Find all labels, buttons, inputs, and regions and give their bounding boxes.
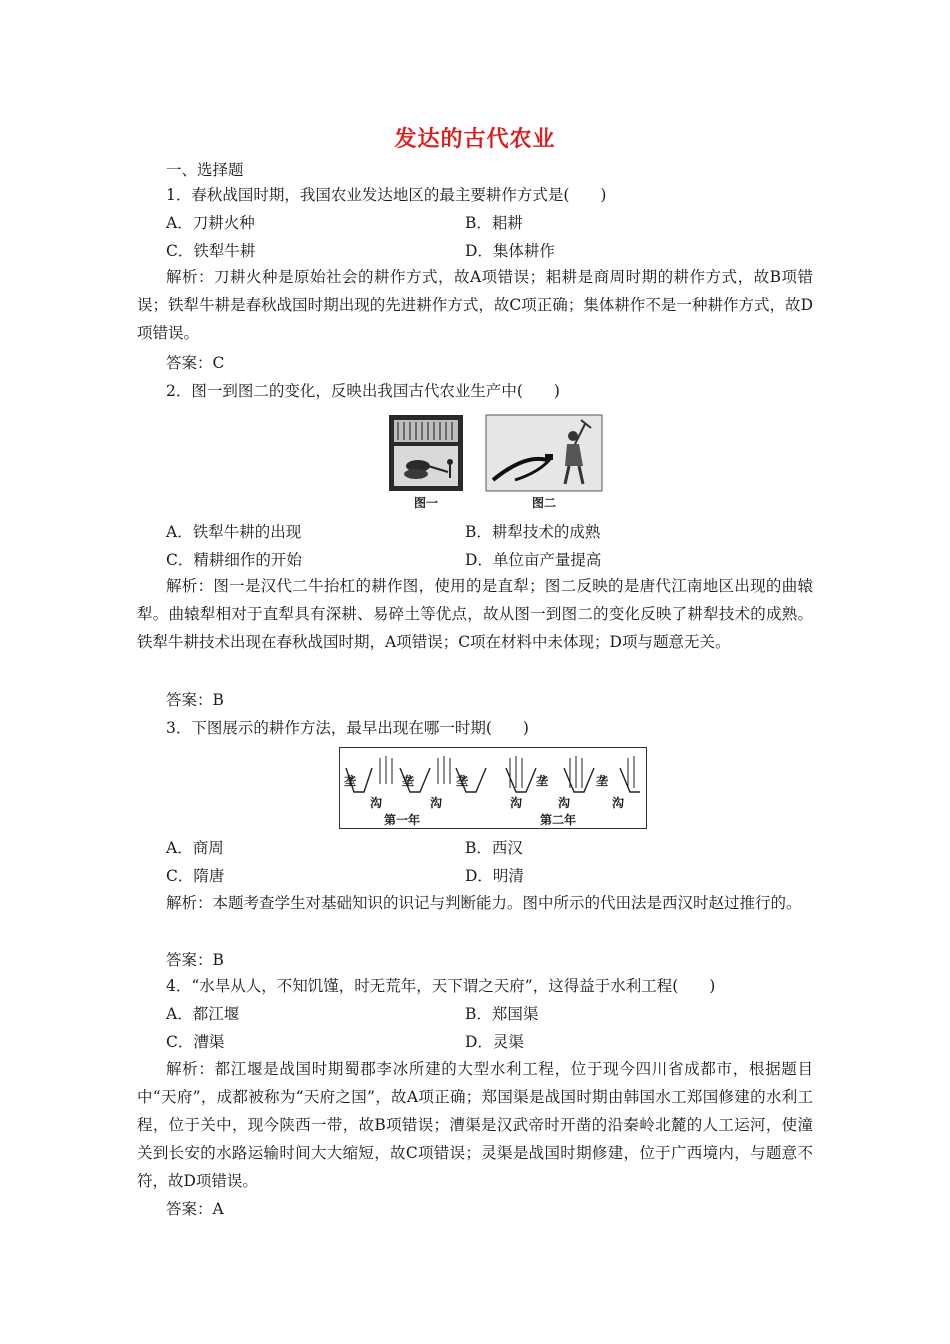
q2-option-b: B．耕犁技术的成熟 — [465, 523, 601, 541]
ditch-label-3: 沟 — [510, 796, 523, 810]
q1-option-b: B．耜耕 — [465, 214, 523, 232]
q1-answer: 答案：C — [166, 354, 225, 372]
ditch-label-2: 沟 — [430, 796, 443, 810]
figure-two-image — [485, 414, 603, 492]
year-two-label: 第二年 — [540, 813, 577, 827]
ditch-label-1: 沟 — [370, 796, 383, 810]
q3-analysis: 解析：本题考查学生对基础知识的识记与判断能力。图中所示的代田法是西汉时赵过推行的。 — [166, 894, 802, 912]
q1-option-c: C．铁犁牛耕 — [166, 242, 256, 260]
ridge-label-2: 垄 — [402, 774, 415, 788]
q2-option-d: D．单位亩产量提高 — [465, 551, 602, 569]
q2-answer: 答案：B — [166, 691, 224, 709]
q4-option-b: B．郑国渠 — [465, 1005, 539, 1023]
q3-option-d: D．明清 — [465, 867, 524, 885]
figure-one-image — [388, 414, 464, 492]
daitian-diagram — [339, 747, 647, 829]
q2-option-a: A．铁犁牛耕的出现 — [166, 523, 302, 541]
ditch-label-4: 沟 — [558, 796, 571, 810]
q1-option-d: D．集体耕作 — [465, 242, 555, 260]
question-1-stem: 1．春秋战国时期，我国农业发达地区的最主要耕作方式是( ) — [166, 186, 607, 204]
q3-option-b: B．西汉 — [465, 839, 523, 857]
question-2-stem: 2．图一到图二的变化，反映出我国古代农业生产中( ) — [166, 382, 560, 400]
q1-option-a: A．刀耕火种 — [166, 214, 255, 232]
section-heading: 一、选择题 — [166, 161, 244, 179]
q4-analysis: 解析：都江堰是战国时期蜀郡李冰所建的大型水利工程，位于现今四川省成都市，根据题目中“天府”，成都被称为“天府之国”，故A项正确；郑国渠是战国时期由韩国水工郑国修建的水利工程，位于关中，现今陕西一带，故B项错误；漕渠是汉武帝时开凿的沿秦岭北麓的人工运河，使潼关到长安的水路运输时间大大缩短，故C项错误；灵渠是战国时期修建，位于广西境内，与题意不符，故D项错误。 — [137, 1060, 813, 1190]
q2-option-c: C．精耕细作的开始 — [166, 551, 302, 569]
ridge-label-4: 垄 — [536, 774, 549, 788]
q4-option-a: A．都江堰 — [166, 1005, 240, 1023]
figure-one-caption: 图一 — [413, 496, 438, 510]
q3-answer: 答案：B — [166, 951, 224, 969]
q1-analysis: 解析：刀耕火种是原始社会的耕作方式，故A项错误；耜耕是商周时期的耕作方式，故B项错误；铁犁牛耕是春秋战国时期出现的先进耕作方式，故C项正确；集体耕作不是一种耕作方式，故D项错误。 — [137, 268, 813, 342]
q3-option-a: A．商周 — [166, 839, 224, 857]
page-title: 发达的古代农业 — [394, 127, 556, 152]
ridge-label-3: 垄 — [456, 774, 469, 788]
ridge-label-1: 垄 — [344, 774, 357, 788]
ridge-label-5: 垄 — [596, 774, 609, 788]
q4-answer: 答案：A — [166, 1200, 224, 1218]
figure-two-caption: 图二 — [531, 496, 556, 510]
q3-option-c: C．隋唐 — [166, 867, 225, 885]
q4-option-c: C．漕渠 — [166, 1033, 225, 1051]
year-one-label: 第一年 — [384, 813, 421, 827]
q2-analysis: 解析：图一是汉代二牛抬杠的耕作图，使用的是直犁；图二反映的是唐代江南地区出现的曲辕犁。曲辕犁相对于直犁具有深耕、易碎土等优点，故从图一到图二的变化反映了耕犁技术的成熟。铁犁牛耕技术出现在春秋战国时期，A项错误；C项在材料中未体现；D项与题意无关。 — [137, 577, 813, 651]
q4-option-d: D．灵渠 — [465, 1033, 524, 1051]
question-3-stem: 3．下图展示的耕作方法，最早出现在哪一时期( ) — [166, 719, 529, 737]
question-4-stem: 4．“水旱从人，不知饥馑，时无荒年，天下谓之天府”，这得益于水利工程( ) — [166, 977, 716, 995]
ditch-label-5: 沟 — [612, 796, 625, 810]
